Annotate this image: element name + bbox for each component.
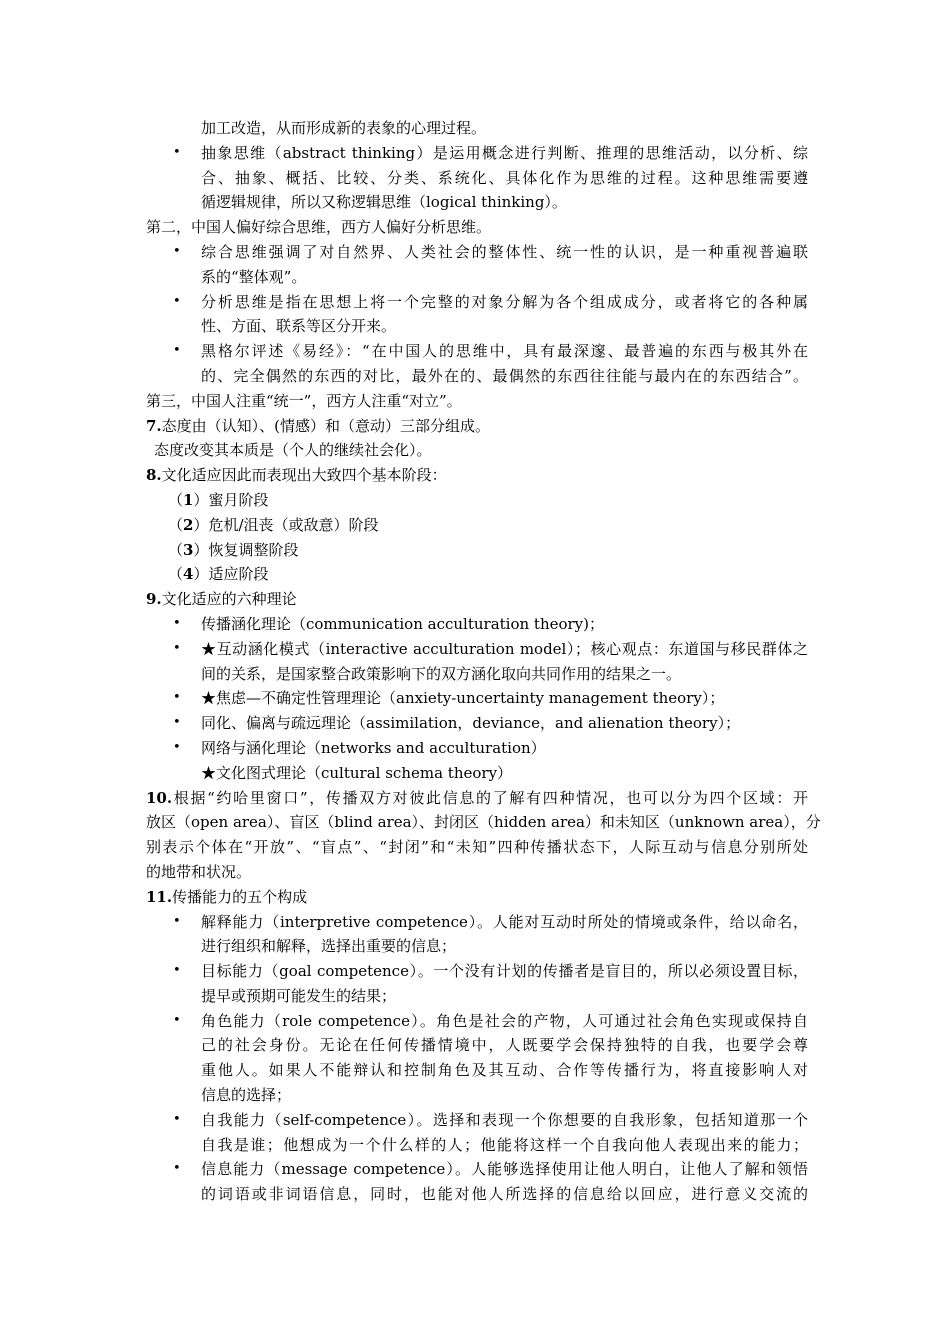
item-number: 9. bbox=[146, 590, 162, 609]
text-line: 加工改造，从而形成新的表象的心理过程。 bbox=[201, 119, 487, 137]
text-line: 的地带和状况。 bbox=[146, 862, 252, 881]
text-line: 信息能力（message competence）。人能够选择使用让他人明白，让他人了解和领悟 bbox=[201, 1160, 808, 1179]
list-item bbox=[146, 240, 808, 290]
list-item bbox=[146, 612, 808, 637]
bullet-icon: • bbox=[173, 293, 181, 309]
bullet-icon: • bbox=[173, 144, 181, 160]
text-line: 放区（open area）、盲区（blind area）、封闭区（hidden area）和未知区（unknown area），分 bbox=[146, 813, 821, 832]
text-line: 同化、偏离与疏远理论（assimilation，deviance，and alienation theory）； bbox=[201, 714, 741, 733]
stage-label: 蜜月阶段 bbox=[208, 490, 269, 509]
bullet-icon: • bbox=[173, 615, 181, 631]
list-item bbox=[146, 290, 808, 340]
list-item bbox=[146, 736, 808, 786]
list-item bbox=[146, 1009, 808, 1108]
list-item bbox=[146, 686, 808, 711]
text-line: 提早或预期可能发生的结果； bbox=[201, 986, 397, 1005]
bullet-icon: • bbox=[173, 739, 181, 755]
text-line: 重他人。如果人不能辩认和控制角色及其互动、合作等传播行为，将直接影响人对 bbox=[201, 1061, 808, 1080]
list-item bbox=[146, 141, 808, 215]
text-line: 抽象思维（abstract thinking）是运用概念进行判断、推理的思维活动，以分析、综 bbox=[201, 143, 808, 162]
stage-number: 4 bbox=[183, 565, 194, 584]
text-line: 自我是谁；他想成为一个什么样的人；他能将这样一个自我向他人表现出来的能力； bbox=[201, 1135, 808, 1154]
text-line: 己的社会身份。无论在任何传播情境中，人既要学会保持独特的自我，也要学会尊 bbox=[201, 1036, 808, 1055]
text-line: 黑格尔评述《易经》：“在中国人的思维中，具有最深邃、最普遍的东西与极其外在 bbox=[201, 342, 808, 361]
numbered-heading bbox=[146, 885, 808, 910]
text-line: 文化适应因此而表现出大致四个基本阶段： bbox=[161, 466, 447, 485]
text-line: 的词语或非词语信息，同时，也能对他人所选择的信息给以回应，进行意义交流的 bbox=[201, 1185, 808, 1204]
text-line: 解释能力（interpretive competence）。人能对互动时所处的情境或条件，给以命名， bbox=[201, 912, 808, 931]
text-line: ★文化图式理论（cultural schema theory） bbox=[201, 763, 513, 782]
numbered-heading bbox=[146, 463, 808, 488]
text-line: 文化适应的六种理论 bbox=[161, 590, 297, 609]
bullet-icon: • bbox=[173, 1161, 181, 1177]
list-item bbox=[146, 637, 808, 687]
list-item bbox=[146, 711, 808, 736]
numbered-heading bbox=[146, 786, 808, 811]
text-line: 性、方面、联系等区分开来。 bbox=[201, 317, 397, 336]
stage-item: （3）恢复调整阶段 bbox=[168, 540, 299, 559]
text-line: 根据“约哈里窗口”，传播双方对彼此信息的了解有四种情况，也可以分为四个区域：开 bbox=[172, 788, 808, 807]
stage-item: （4）适应阶段 bbox=[168, 565, 269, 584]
text-line: 别表示个体在“开放”、“盲点”、“封闭”和“未知”四种传播状态下，人际互动与信息分别所处 bbox=[146, 838, 808, 857]
text-line: 综合思维强调了对自然界、人类社会的整体性、统一性的认识，是一种重视普遍联 bbox=[201, 242, 808, 261]
stage-label: 适应阶段 bbox=[208, 565, 269, 584]
text-line: 的、完全偶然的东西的对比，最外在的、最偶然的东西往往能与最内在的东西结合”。 bbox=[201, 366, 808, 385]
text-line: 角色能力（role competence）。角色是社会的产物，人可通过社会角色实现或保持自 bbox=[201, 1011, 808, 1030]
section-heading: 第二，中国人偏好综合思维，西方人偏好分析思维。 bbox=[146, 218, 492, 237]
numbered-heading bbox=[146, 587, 808, 612]
stage-number: 3 bbox=[183, 540, 194, 559]
bullet-icon: • bbox=[173, 243, 181, 259]
item-number: 10. bbox=[146, 788, 173, 807]
text-line: 分析思维是指在思想上将一个完整的对象分解为各个组成成分，或者将它的各种属 bbox=[201, 292, 808, 311]
numbered-heading bbox=[146, 414, 808, 439]
text-line: 传播涵化理论（communication acculturation theory)； bbox=[201, 614, 605, 633]
bullet-icon: • bbox=[173, 963, 181, 979]
list-item bbox=[146, 1157, 808, 1207]
list-item bbox=[146, 910, 808, 960]
item-number: 8. bbox=[146, 466, 162, 485]
text-line: 目标能力（goal competence）。一个没有计划的传播者是盲目的，所以必须设置目标， bbox=[201, 962, 808, 981]
text-line: 合、抽象、概括、比较、分类、系统化、具体化作为思维的过程。这种思维需要遵 bbox=[201, 168, 808, 187]
bullet-icon: • bbox=[173, 690, 181, 706]
bullet-icon: • bbox=[173, 1012, 181, 1028]
text-line: 信息的选择； bbox=[201, 1086, 292, 1105]
section-heading: 第三，中国人注重“统一”，西方人注重“对立”。 bbox=[146, 391, 462, 410]
text-line: 态度改变其本质是（个人的继续社会化）。 bbox=[154, 441, 432, 460]
text-line: 网络与涵化理论（networks and acculturation） bbox=[201, 738, 546, 757]
text-line: 循逻辑规律，所以又称逻辑思维（logical thinking）。 bbox=[201, 193, 567, 212]
stage-item: （1）蜜月阶段 bbox=[168, 490, 269, 509]
stage-number: 1 bbox=[183, 490, 194, 509]
stage-label: 危机/沮丧（或敌意）阶段 bbox=[208, 515, 379, 534]
bullet-icon: • bbox=[173, 640, 181, 656]
text-line: 系的“整体观”。 bbox=[201, 267, 307, 286]
list-item bbox=[146, 339, 808, 389]
text-line: ★焦虑—不确定性管理理论（anxiety-uncertainty management theory）； bbox=[201, 689, 725, 708]
document-body bbox=[146, 116, 821, 1207]
bullet-icon: • bbox=[173, 343, 181, 359]
stage-number: 2 bbox=[183, 515, 194, 534]
text-line: 进行组织和解释，选择出重要的信息； bbox=[201, 937, 457, 956]
text-line: 态度由（认知）、(情感）和（意动）三部分组成。 bbox=[161, 416, 491, 435]
stage-label: 恢复调整阶段 bbox=[208, 540, 299, 559]
text-line: 传播能力的五个构成 bbox=[172, 887, 308, 906]
bullet-icon: • bbox=[173, 1111, 181, 1127]
bullet-icon: • bbox=[173, 913, 181, 929]
text-line: ★互动涵化模式（interactive acculturation model）；核心观点：东道国与移民群体之 bbox=[201, 639, 808, 658]
stage-item: （2）危机/沮丧（或敌意）阶段 bbox=[168, 515, 379, 534]
item-number: 7. bbox=[146, 416, 162, 435]
list-item bbox=[146, 959, 808, 1009]
bullet-icon: • bbox=[173, 715, 181, 731]
text-line: 间的关系，是国家整合政策影响下的双方涵化取向共同作用的结果之一。 bbox=[201, 664, 682, 683]
text-line: 自我能力（self-competence）。选择和表现一个你想要的自我形象，包括知道那一个 bbox=[201, 1110, 808, 1129]
list-item bbox=[146, 1108, 808, 1158]
item-number: 11. bbox=[146, 887, 173, 906]
